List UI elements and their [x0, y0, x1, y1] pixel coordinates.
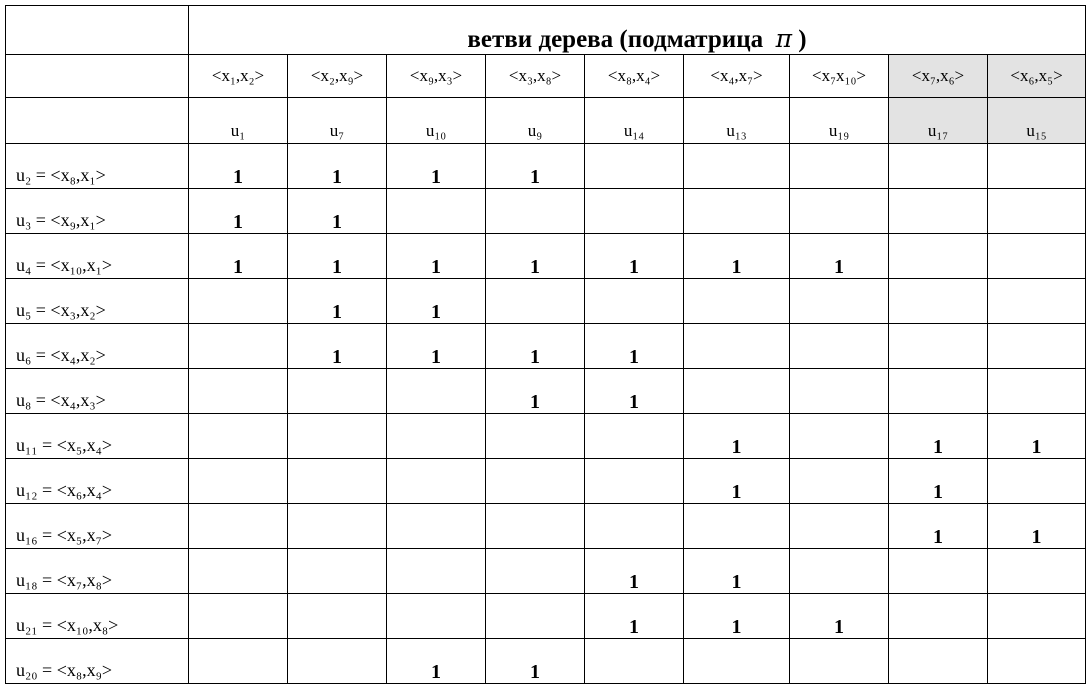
matrix-cell [988, 594, 1086, 639]
matrix-cell [189, 414, 288, 459]
matrix-cell [387, 189, 486, 234]
matrix-cell [288, 369, 387, 414]
matrix-cell [189, 459, 288, 504]
matrix-cell [684, 504, 790, 549]
corner-cell-arc [6, 55, 189, 98]
arc-header-cell: <x₉,x₃> [387, 55, 486, 98]
matrix-cell [189, 639, 288, 684]
matrix-cell: 1 [684, 594, 790, 639]
table-row [6, 324, 1086, 369]
matrix-cell [189, 324, 288, 369]
edge-name-cell: u₁₉ [790, 98, 889, 144]
matrix-cell: 1 [889, 459, 988, 504]
matrix-cell [988, 369, 1086, 414]
matrix-cell [790, 324, 889, 369]
table-title [189, 6, 1086, 55]
matrix-cell [790, 189, 889, 234]
row-label: u₄ = <x₁₀,x₁> [6, 234, 189, 279]
arc-header-cell: <x₃,x₈> [486, 55, 585, 98]
matrix-cell [288, 504, 387, 549]
edge-name-cell: u₁₃ [684, 98, 790, 144]
arc-header-row [6, 55, 1086, 98]
matrix-cell: 1 [486, 369, 585, 414]
matrix-cell: 1 [889, 504, 988, 549]
arc-header-cell: <x₄,x₇> [684, 55, 790, 98]
matrix-cell: 1 [189, 189, 288, 234]
table-row [6, 549, 1086, 594]
edge-name-cell: u₁₇ [889, 98, 988, 144]
matrix-cell [988, 144, 1086, 189]
table-row [6, 459, 1086, 504]
matrix-cell: 1 [288, 324, 387, 369]
matrix-cell: 1 [387, 144, 486, 189]
matrix-cell [790, 279, 889, 324]
matrix-cell [988, 549, 1086, 594]
table-body [6, 6, 1086, 684]
matrix-cell [585, 144, 684, 189]
table-row [6, 504, 1086, 549]
matrix-cell [684, 144, 790, 189]
matrix-cell [486, 504, 585, 549]
matrix-cell [790, 369, 889, 414]
matrix-cell [288, 549, 387, 594]
matrix-cell [684, 279, 790, 324]
matrix-cell: 1 [585, 369, 684, 414]
matrix-cell [889, 189, 988, 234]
matrix-cell: 1 [790, 234, 889, 279]
incidence-matrix-table [5, 5, 1086, 684]
matrix-cell [988, 234, 1086, 279]
matrix-cell [988, 189, 1086, 234]
matrix-cell: 1 [486, 639, 585, 684]
arc-header-cell: <x₈,x₄> [585, 55, 684, 98]
matrix-cell: 1 [684, 459, 790, 504]
table-row [6, 234, 1086, 279]
matrix-cell [684, 324, 790, 369]
matrix-cell [486, 279, 585, 324]
matrix-cell [585, 189, 684, 234]
table-row [6, 189, 1086, 234]
matrix-cell [790, 549, 889, 594]
matrix-cell: 1 [486, 144, 585, 189]
matrix-cell [585, 459, 684, 504]
row-label: u₁₁ = <x₅,x₄> [6, 414, 189, 459]
matrix-cell: 1 [387, 279, 486, 324]
matrix-cell: 1 [889, 414, 988, 459]
arc-header-cell: <x₂,x₉> [288, 55, 387, 98]
matrix-cell [790, 144, 889, 189]
matrix-cell: 1 [988, 414, 1086, 459]
matrix-cell [189, 279, 288, 324]
table-row [6, 414, 1086, 459]
matrix-cell [387, 414, 486, 459]
matrix-cell [486, 594, 585, 639]
matrix-cell: 1 [486, 234, 585, 279]
matrix-cell [387, 504, 486, 549]
table-row [6, 594, 1086, 639]
edge-name-cell: u₉ [486, 98, 585, 144]
edge-name-cell: u₁₅ [988, 98, 1086, 144]
corner-cell-title [6, 6, 189, 55]
matrix-cell: 1 [585, 324, 684, 369]
matrix-cell [387, 369, 486, 414]
matrix-cell [189, 369, 288, 414]
title-text: ветви дерева (подматрица [467, 26, 764, 53]
matrix-cell [790, 639, 889, 684]
matrix-cell [684, 369, 790, 414]
matrix-cell [889, 369, 988, 414]
matrix-cell [189, 549, 288, 594]
matrix-cell [889, 279, 988, 324]
matrix-cell [889, 324, 988, 369]
row-label: u₂₁ = <x₁₀,x₈> [6, 594, 189, 639]
matrix-cell [684, 189, 790, 234]
table-row [6, 279, 1086, 324]
row-label: u₃ = <x₉,x₁> [6, 189, 189, 234]
matrix-cell [288, 594, 387, 639]
title-row [6, 6, 1086, 55]
row-label: u₁₂ = <x₆,x₄> [6, 459, 189, 504]
matrix-cell: 1 [585, 234, 684, 279]
matrix-cell [486, 414, 585, 459]
matrix-cell [486, 189, 585, 234]
table-row [6, 144, 1086, 189]
arc-header-cell: <x₁,x₂> [189, 55, 288, 98]
matrix-cell: 1 [585, 549, 684, 594]
matrix-cell [988, 459, 1086, 504]
matrix-cell [889, 549, 988, 594]
matrix-cell [790, 504, 889, 549]
matrix-cell [585, 414, 684, 459]
matrix-cell [988, 279, 1086, 324]
matrix-cell: 1 [387, 234, 486, 279]
matrix-cell [189, 504, 288, 549]
matrix-cell [889, 594, 988, 639]
matrix-cell [288, 414, 387, 459]
matrix-cell: 1 [790, 594, 889, 639]
matrix-cell: 1 [988, 504, 1086, 549]
matrix-cell [988, 639, 1086, 684]
matrix-cell [889, 144, 988, 189]
matrix-cell [790, 459, 889, 504]
matrix-cell: 1 [486, 324, 585, 369]
matrix-cell [988, 324, 1086, 369]
matrix-cell [486, 459, 585, 504]
matrix-cell [585, 639, 684, 684]
matrix-cell: 1 [684, 234, 790, 279]
pi-symbol: π [775, 24, 793, 53]
row-label: u₆ = <x₄,x₂> [6, 324, 189, 369]
matrix-cell: 1 [684, 414, 790, 459]
matrix-cell [889, 234, 988, 279]
matrix-cell: 1 [288, 144, 387, 189]
matrix-cell: 1 [387, 639, 486, 684]
matrix-cell [486, 549, 585, 594]
row-label: u₂ = <x₈,x₁> [6, 144, 189, 189]
row-label: u₂₀ = <x₈,x₉> [6, 639, 189, 684]
edge-name-cell: u₇ [288, 98, 387, 144]
matrix-cell [790, 414, 889, 459]
edge-name-cell: u₁ [189, 98, 288, 144]
matrix-cell: 1 [288, 279, 387, 324]
title-close: ) [798, 26, 807, 53]
row-label: u₁₆ = <x₅,x₇> [6, 504, 189, 549]
row-label: u₅ = <x₃,x₂> [6, 279, 189, 324]
corner-cell-u [6, 98, 189, 144]
matrix-cell: 1 [288, 234, 387, 279]
arc-header-cell: <x₇x₁₀> [790, 55, 889, 98]
matrix-cell: 1 [189, 144, 288, 189]
row-label: u₈ = <x₄,x₃> [6, 369, 189, 414]
edge-name-cell: u₁₄ [585, 98, 684, 144]
matrix-cell [387, 594, 486, 639]
edge-name-cell: u₁₀ [387, 98, 486, 144]
matrix-cell [189, 594, 288, 639]
matrix-cell: 1 [288, 189, 387, 234]
matrix-cell [684, 639, 790, 684]
matrix-cell: 1 [387, 324, 486, 369]
matrix-cell [889, 639, 988, 684]
matrix-cell [288, 459, 387, 504]
matrix-cell: 1 [585, 594, 684, 639]
table-row [6, 639, 1086, 684]
matrix-cell [387, 459, 486, 504]
matrix-cell [288, 639, 387, 684]
edge-name-row [6, 98, 1086, 144]
matrix-cell [387, 549, 486, 594]
matrix-cell [585, 279, 684, 324]
arc-header-cell: <x₇,x₆> [889, 55, 988, 98]
table-row [6, 369, 1086, 414]
arc-header-cell: <x₆,x₅> [988, 55, 1086, 98]
row-label: u₁₈ = <x₇,x₈> [6, 549, 189, 594]
matrix-cell: 1 [684, 549, 790, 594]
matrix-cell [585, 504, 684, 549]
matrix-cell: 1 [189, 234, 288, 279]
